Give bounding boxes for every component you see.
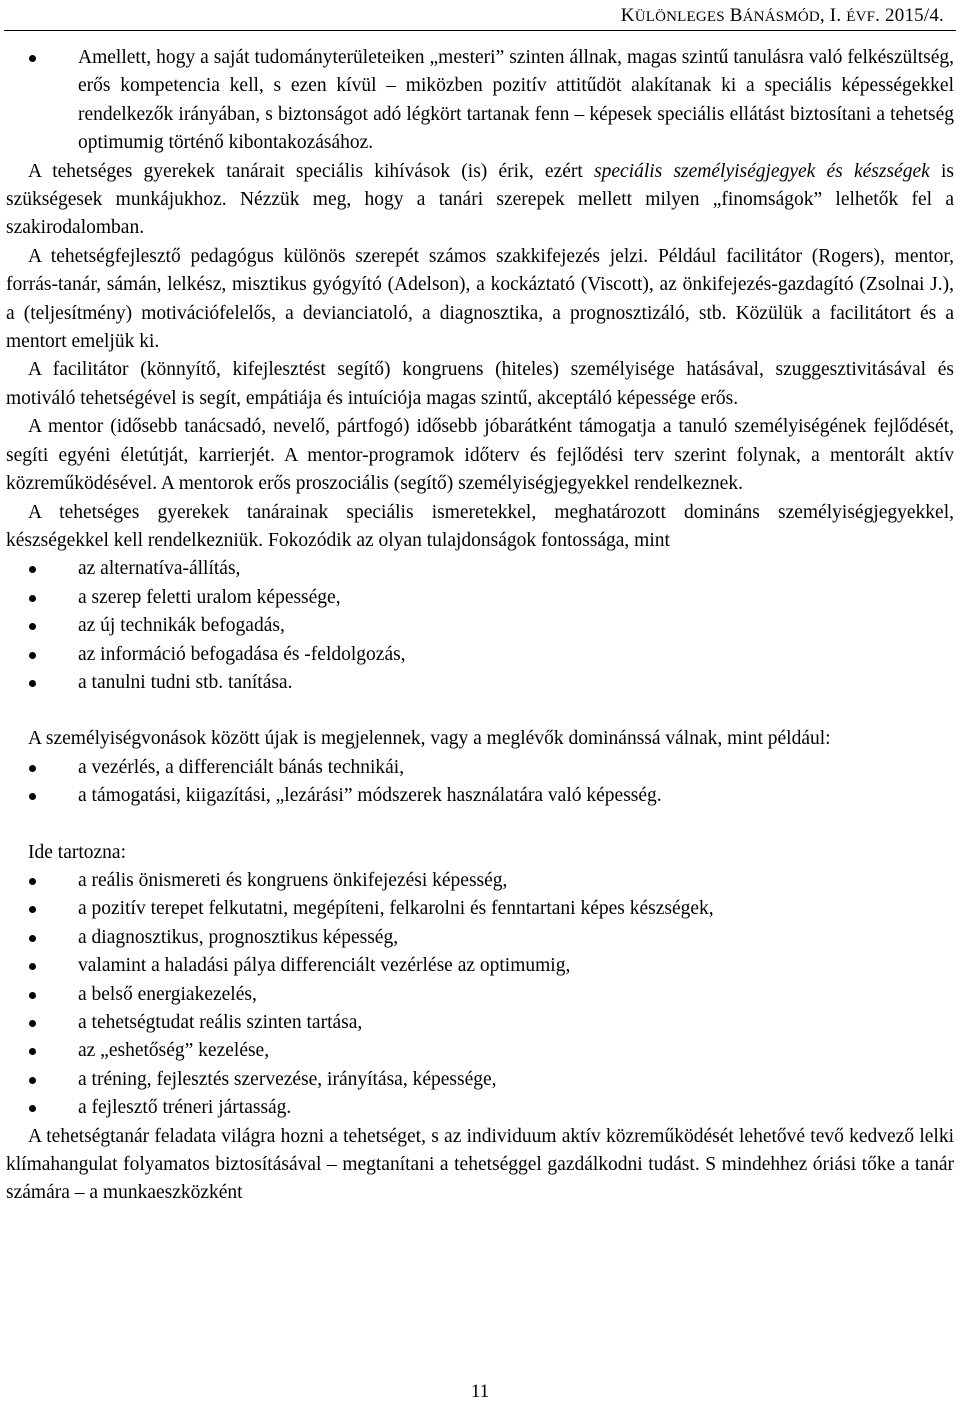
spacer xyxy=(6,697,954,725)
text-run: A tehetséges gyerekek tanárait speciális kihívások (is) érik, ezért xyxy=(28,160,594,182)
text-run: is szükségesek munkájukhoz. Nézzük meg, hogy a tanári szerepek mellett milyen „finomságok” lelhetők fel a szakirodalomban. xyxy=(6,160,954,239)
list-item xyxy=(6,612,954,640)
bullet-icon xyxy=(29,1077,36,1084)
header-part: . 2015/4. xyxy=(875,5,944,26)
paragraph: A facilitátor (könnyítő, kifejlesztést segítő) kongruens (hiteles) személyisége hatásával, szuggesztivitásával és motiváló tehetségével is segít, empátiája és intuíciója magas szintű, akceptáló képessége erős. xyxy=(6,359,954,409)
paragraph: Ide tartozna: xyxy=(28,841,126,863)
list-item-text: az alternatíva-állítás, xyxy=(78,558,241,580)
list-item-text: a szerep feletti uralom képessége, xyxy=(78,586,341,608)
list-item-text: a fejlesztő tréneri jártasság. xyxy=(78,1097,292,1119)
header-part: ÉVF xyxy=(846,9,876,25)
bullet-icon xyxy=(29,793,36,800)
list-item-text: a tréning, fejlesztés szervezése, irányítása, képessége, xyxy=(78,1068,497,1090)
list-item xyxy=(6,981,954,1009)
list-item-text: a tanulni tudni stb. tanítása. xyxy=(78,671,293,693)
list-item xyxy=(6,584,954,612)
bullet-icon xyxy=(29,906,36,913)
header-part: ÁNÁSMÓD xyxy=(742,9,820,25)
running-header xyxy=(621,2,944,31)
page-number: 11 xyxy=(470,1381,490,1402)
paragraph xyxy=(6,158,954,243)
list-item xyxy=(6,1009,954,1037)
list-item-text: a belső energiakezelés, xyxy=(78,983,257,1005)
list-item xyxy=(6,924,954,952)
header-part: , I. xyxy=(819,5,847,26)
list-item xyxy=(6,1094,954,1122)
list-item-text: valamint a haladási pálya differenciált vezérlése az optimumig, xyxy=(78,955,571,977)
bullet-icon xyxy=(29,992,36,999)
page-body xyxy=(6,44,954,1208)
list-item xyxy=(6,555,954,583)
bullet-icon xyxy=(29,652,36,659)
header-part: ÜLÖNLEGES xyxy=(634,9,725,25)
paragraph: A személyiségvonások között újak is megjelennek, vagy a meglévők dominánssá válnak, mint például: xyxy=(28,728,831,750)
paragraph: A mentor (idősebb tanácsadó, nevelő, pártfogó) idősebb jóbarátként támogatja a tanuló személyiségének fejlődését, segíti egyéni életútját, karrierjét. A mentor-programok időterv és fejlődési terv szerint folynak, a mentorált aktív közreműködésével. A mentorok erős proszociális (segítő) személyiségjegyekkel rendelkeznek. xyxy=(6,416,954,495)
paragraph: A tehetséges gyerekek tanárainak speciális ismeretekkel, meghatározott domináns személyiségjegyekkel, készségekkel kell rendelkezniük. Fokozódik az olyan tulajdonságok fontossága, mint xyxy=(6,501,954,551)
header-part: K xyxy=(620,5,635,26)
bullet-icon xyxy=(29,935,36,942)
list-item-text: a diagnosztikus, prognosztikus képesség, xyxy=(78,926,399,948)
bullet-icon xyxy=(29,878,36,885)
list-item-text: Amellett, hogy a saját tudományterületeiken „mesteri” szinten állnak, magas szintű tanulásra való felkészültség, erős kompetencia kell, s ezen kívül – miközben pozitív attitűdöt alakítanak ki a speciális képességekkel rendelkezők irányában, s biztonságot adó légkört tartanak fenn – képesek speciális ellátást biztosítani a tehetség optimumig történő kibontakozásához. xyxy=(78,47,954,154)
bullet-icon xyxy=(29,680,36,687)
bullet-icon xyxy=(29,1105,36,1112)
list-item xyxy=(6,952,954,980)
list-item-text: a vezérlés, a differenciált bánás technikái, xyxy=(78,756,405,778)
list-item-text: a pozitív terepet felkutatni, megépíteni, felkarolni és fenntartani képes készségek, xyxy=(78,898,714,920)
bullet-icon xyxy=(29,1020,36,1027)
bullet-icon xyxy=(29,963,36,970)
list-item-text: a tehetségtudat reális szinten tartása, xyxy=(78,1012,363,1033)
list-item-text: az információ befogadása és -feldolgozás, xyxy=(78,643,406,665)
list-item-text: az új technikák befogadás, xyxy=(78,615,285,637)
bullet-list-qualities xyxy=(6,555,954,697)
paragraph: A tehetségfejlesztő pedagógus különös szerepét számos szakkifejezés jelzi. Például facilitátor (Rogers), mentor, forrás-tanár, sámán, lelkész, misztikus gyógyító (Adelson), a kockáztató (Viscott), az önkifejezés-gazdagító (Zsolnai J.), a (teljesítmény) motivációfelelős, a devianciatoló, a diagnosztika, a prognosztizáló, stb. Közülük a facilitátort és a mentort emeljük ki. xyxy=(6,245,954,353)
header-divider xyxy=(4,30,956,31)
list-item xyxy=(6,669,954,697)
list-item xyxy=(6,782,954,810)
list-item-text: az „eshetőség” kezelése, xyxy=(78,1040,270,1062)
bullet-icon xyxy=(29,595,36,602)
bullet-icon xyxy=(29,55,36,62)
bullet-list-new-traits xyxy=(6,754,954,811)
list-item-text: a támogatási, kiigazítási, „lezárási” módszerek használatára való képesség. xyxy=(78,785,662,807)
paragraph: A tehetségtanár feladata világra hozni a tehetséget, s az individuum aktív közreműködését lehetővé tevő kedvező lelki klímahangulat folyamatos biztosításával – megtanítani a tehetséggel gazdálkodni tudást. S mindehhez óriási tőke a tanár számára – a munkaeszközként xyxy=(6,1125,954,1204)
list-item xyxy=(6,1037,954,1065)
intro-bullet-list xyxy=(6,44,954,158)
header-part: B xyxy=(724,5,743,26)
list-item xyxy=(6,895,954,923)
italic-text: speciális személyiségjegyek és készségek xyxy=(594,160,930,182)
bullet-list-includes xyxy=(6,867,954,1123)
list-item xyxy=(6,44,954,158)
bullet-icon xyxy=(29,566,36,573)
list-item xyxy=(6,641,954,669)
spacer xyxy=(6,811,954,839)
bullet-icon xyxy=(29,765,36,772)
bullet-icon xyxy=(29,1048,36,1055)
list-item xyxy=(6,1066,954,1094)
list-item xyxy=(6,754,954,782)
list-item-text: a reális önismereti és kongruens önkifejezési képesség, xyxy=(78,869,508,891)
bullet-icon xyxy=(29,623,36,630)
list-item xyxy=(6,867,954,895)
